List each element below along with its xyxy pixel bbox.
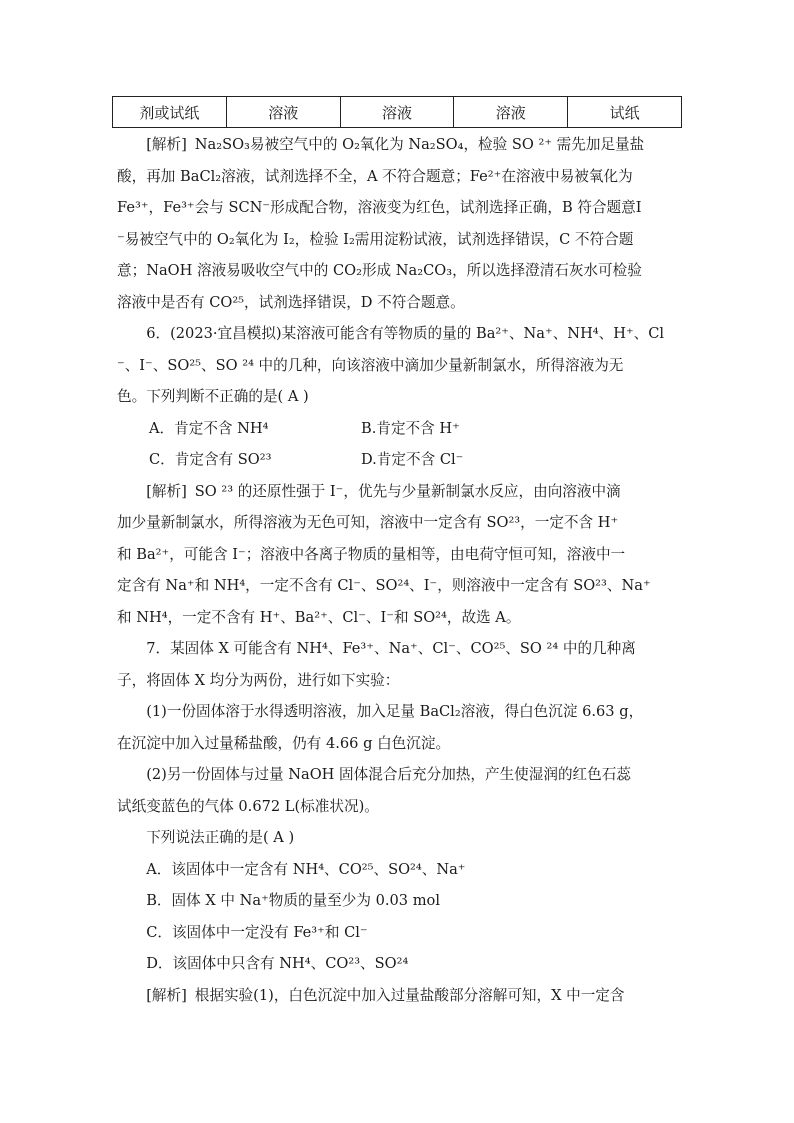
analysis-line: 定含有 Na⁺和 NH⁴，一定不含有 Cl⁻、SO²⁴、I⁻，则溶液中一定含有 SO²³、Na⁺	[117, 577, 651, 594]
table-cell: 溶液	[454, 97, 568, 128]
analysis-line: 加少量新制氯水，所得溶液为无色可知，溶液中一定含有 SO²³，一定不含 H⁺	[117, 514, 619, 531]
document-body	[117, 129, 682, 1011]
analysis-tag: [解析]	[146, 136, 187, 153]
table-cell: 溶液	[340, 97, 454, 128]
option-row	[117, 444, 682, 476]
question-line: ⁻、I⁻、SO²⁵、SO ²⁴ 中的几种，向该溶液中滴加少量新制氯水，所得溶液为无	[117, 356, 624, 374]
analysis-block-2	[117, 476, 682, 634]
option-c: C．该固体中一定没有 Fe³⁺和 Cl⁻	[146, 923, 368, 941]
table-row	[113, 97, 682, 128]
analysis-line: 酸，再加 BaCl₂溶液，试剂选择不全，A 不符合题意；Fe²⁺在溶液中易被氧化为	[117, 167, 633, 185]
table-cell: 剂或试纸	[113, 97, 227, 128]
table-cell: 溶液	[226, 97, 340, 128]
option-b: B.肯定不含 H⁺	[361, 419, 460, 437]
analysis-line: Fe³⁺，Fe³⁺会与 SCN⁻形成配合物，溶液变为红色，试剂选择正确，B 符合题意I	[117, 199, 642, 216]
option-c: C．肯定含有 SO²³	[149, 451, 272, 468]
analysis-line: ⁻易被空气中的 O₂氧化为 I₂，检验 I₂需用淀粉试液，试剂选择错误，C 不符合题	[117, 230, 634, 248]
question-line: 子，将固体 X 均分为两份，进行如下实验：	[117, 671, 400, 689]
reagent-table	[112, 96, 682, 128]
analysis-line: 意；NaOH 溶液易吸收空气中的 CO₂形成 Na₂CO₃，所以选择澄清石灰水可检验	[117, 262, 642, 279]
experiment-2-line: (2)另一份固体与过量 NaOH 固体混合后充分加热，产生使湿润的红色石蕊	[146, 766, 631, 783]
experiment-1-line: (1)一份固体溶于水得透明溶液，加入足量 BaCl₂溶液，得白色沉淀 6.63 g，	[146, 703, 644, 720]
option-row	[117, 413, 682, 445]
analysis-line: 和 Ba²⁺，可能含 I⁻；溶液中各离子物质的量相等，由电荷守恒可知，溶液中一	[117, 545, 626, 563]
analysis-line	[117, 476, 682, 508]
question-7	[117, 633, 682, 980]
analysis-line	[117, 129, 682, 161]
analysis-tag: [解析]	[146, 482, 187, 500]
experiment-1-line: 在沉淀中加入过量稀盐酸，仍有 4.66 g 白色沉淀。	[117, 734, 451, 752]
analysis-block-1	[117, 129, 682, 318]
experiment-2-line: 试纸变蓝色的气体 0.672 L(标准状况)。	[117, 797, 379, 815]
option-a: A．肯定不含 NH⁴	[149, 419, 269, 437]
option-b: B．固体 X 中 Na⁺物质的量至少为 0.03 mol	[146, 892, 440, 909]
analysis-line	[117, 980, 682, 1012]
analysis-tag: [解析]	[146, 986, 187, 1004]
option-a: A．该固体中一定含有 NH⁴、CO²⁵、SO²⁴、Na⁺	[146, 860, 466, 878]
question-stem: 下列说法正确的是( A )	[146, 829, 295, 846]
analysis-text: 根据实验(1)，白色沉淀中加入过量盐酸部分溶解可知，X 中一定含	[194, 986, 625, 1004]
question-line: 色。下列判断不正确的是( A )	[117, 388, 309, 405]
question-6	[117, 318, 682, 476]
analysis-text: Na₂SO₃易被空气中的 O₂氧化为 Na₂SO₄，检验 SO ²⁺ 需先加足量盐	[194, 136, 645, 153]
analysis-text: SO ²³ 的还原性强于 I⁻，优先与少量新制氯水反应，由向溶液中滴	[194, 482, 621, 500]
analysis-line: 和 NH⁴，一定不含有 H⁺、Ba²⁺、Cl⁻、I⁻和 SO²⁴，故选 A。	[117, 608, 521, 626]
table-cell: 试纸	[568, 97, 682, 128]
analysis-line: 溶液中是否有 CO²⁵，试剂选择错误，D 不符合题意。	[117, 293, 465, 311]
option-d: D.肯定不含 Cl⁻	[361, 451, 464, 468]
question-line: 7．某固体 X 可能含有 NH⁴、Fe³⁺、Na⁺、Cl⁻、CO²⁵、SO ²⁴ 中的几种离	[146, 640, 636, 657]
option-d: D．该固体中只含有 NH⁴、CO²³、SO²⁴	[146, 955, 409, 972]
analysis-block-3	[117, 980, 682, 1012]
question-line: 6．(2023·宜昌模拟)某溶液可能含有等物质的量的 Ba²⁺、Na⁺、NH⁴、H⁺、Cl	[146, 325, 665, 342]
